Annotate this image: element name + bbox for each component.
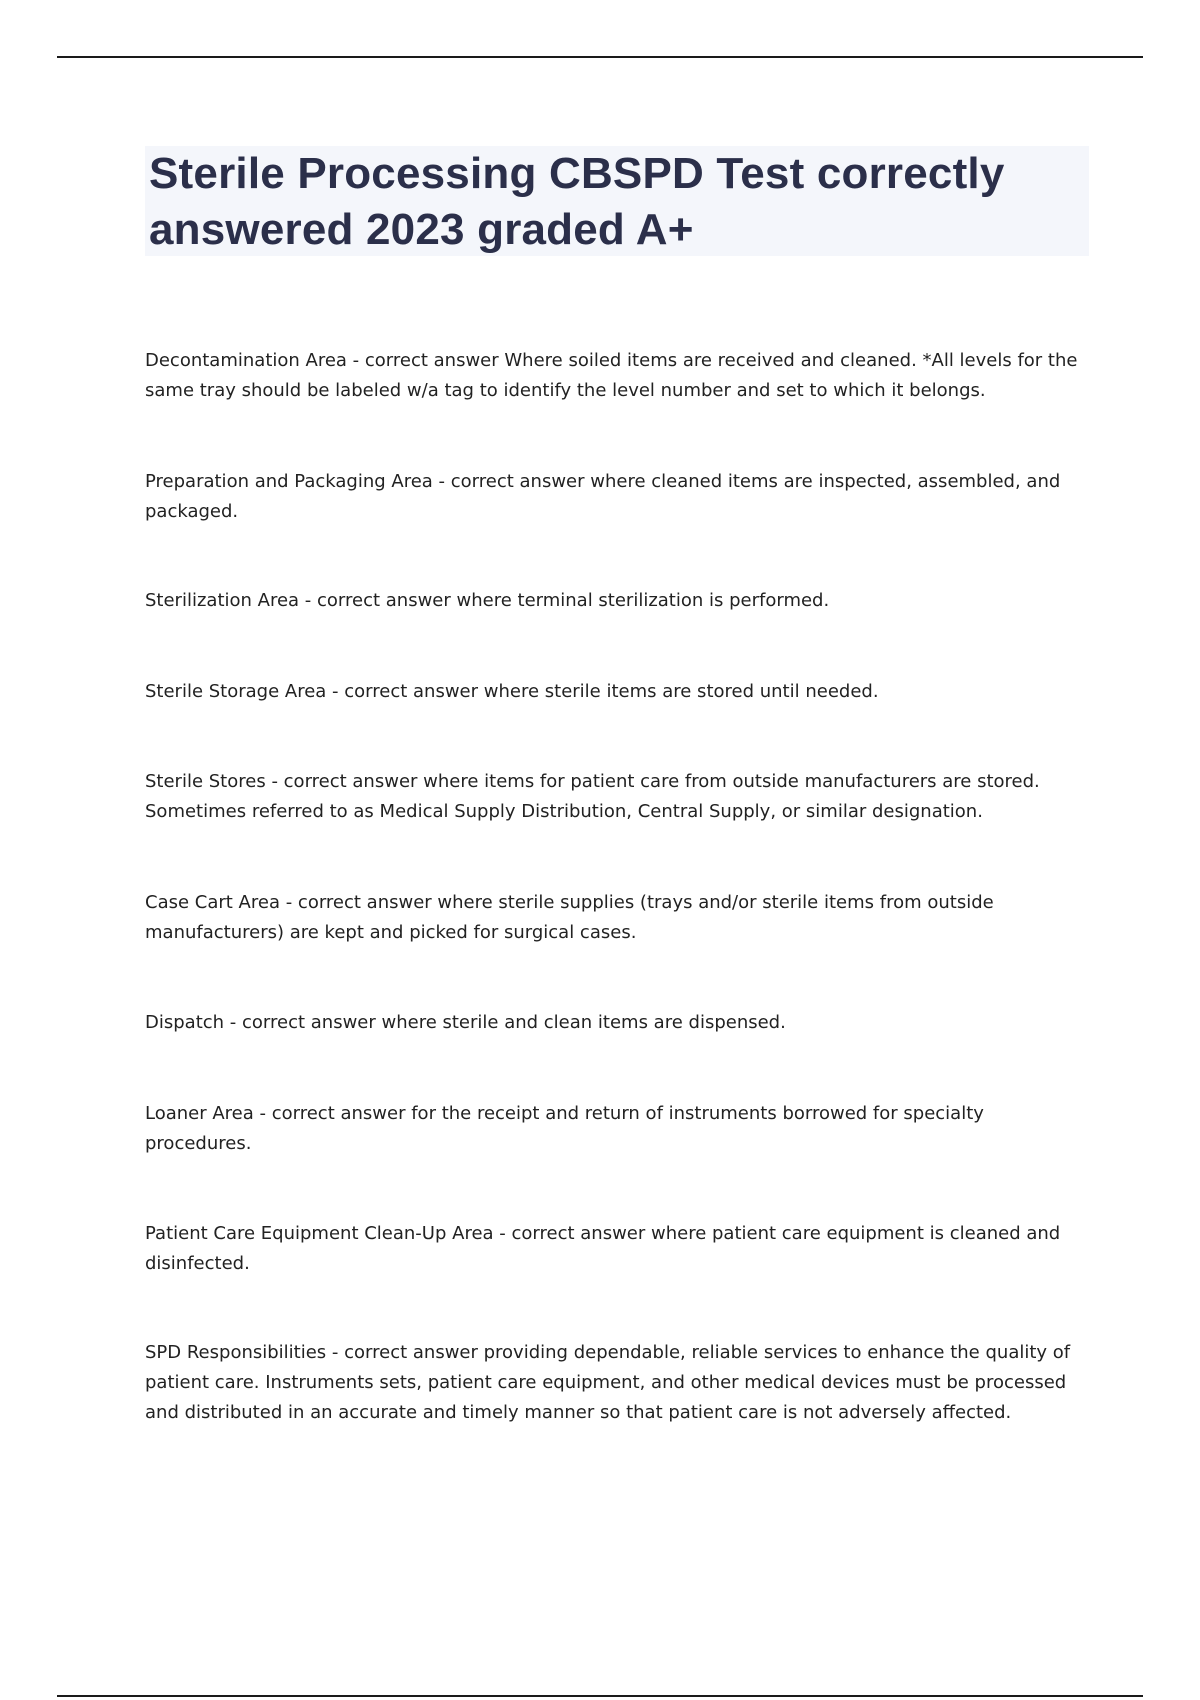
qa-separator: - correct answer: [346, 350, 505, 371]
qa-term: Sterile Storage Area: [145, 681, 327, 702]
qa-separator: - correct answer: [493, 1223, 651, 1244]
qa-entry-loaner-area: [145, 1099, 1090, 1159]
title-box: [145, 146, 1089, 256]
qa-answer: providing dependable, reliable services to enhance the quality of patient care. Instruments sets, patient care equipment, and other medical devices must be processed and distributed in an accurate and timely manner so that patient care is not adversely affected.: [145, 1342, 1071, 1423]
qa-answer: Where soiled items are received and cleaned. *All levels for the same tray should be labeled w/a tag to identify the level number and set to which it belongs.: [145, 350, 1078, 401]
qa-separator: - correct answer: [224, 1012, 382, 1033]
qa-term: Dispatch: [145, 1012, 225, 1033]
qa-answer: where terminal sterilization is performed.: [456, 590, 830, 611]
qa-entry-sterile-stores: [145, 767, 1090, 827]
qa-separator: - correct answer: [299, 590, 457, 611]
qa-term: Sterile Stores: [145, 771, 266, 792]
qa-answer: where patient care equipment is cleaned and disinfected.: [145, 1223, 1061, 1274]
qa-term: Decontamination Area: [145, 350, 347, 371]
qa-term: Sterilization Area: [145, 590, 300, 611]
qa-answer: where sterile supplies (trays and/or sterile items from outside manufacturers) are kept and picked for surgical cases.: [145, 892, 994, 943]
qa-answer: where sterile and clean items are dispensed.: [381, 1012, 786, 1033]
qa-term: Patient Care Equipment Clean-Up Area: [145, 1223, 494, 1244]
qa-separator: - correct answer: [265, 771, 424, 792]
qa-separator: - correct answer: [432, 471, 591, 492]
qa-term: Loaner Area: [145, 1103, 254, 1124]
bottom-rule: [57, 1695, 1143, 1697]
qa-entry-spd-responsibilities: [145, 1338, 1090, 1428]
qa-entry-sterile-storage-area: [145, 677, 1090, 707]
qa-separator: - correct answer: [279, 892, 438, 913]
qa-entry-dispatch: [145, 1008, 1090, 1038]
qa-separator: - correct answer: [326, 681, 484, 702]
qa-entry-case-cart-area: [145, 888, 1090, 948]
qa-entry-preparation-packaging-area: [145, 467, 1090, 527]
qa-answer: for the receipt and return of instruments borrowed for specialty procedures.: [145, 1103, 984, 1154]
qa-separator: - correct answer: [253, 1103, 412, 1124]
document-title: Sterile Processing CBSPD Test correctly answered 2023 graded A+: [149, 149, 1005, 254]
qa-entry-sterilization-area: [145, 586, 1090, 616]
qa-entry-decontamination-area: [145, 346, 1090, 406]
qa-answer: where cleaned items are inspected, assembled, and packaged.: [145, 471, 1061, 522]
qa-term: Case Cart Area: [145, 892, 280, 913]
top-rule: [57, 56, 1143, 58]
qa-term: Preparation and Packaging Area: [145, 471, 433, 492]
qa-separator: - correct answer: [326, 1342, 484, 1363]
qa-entry-patient-care-equipment-cleanup: [145, 1219, 1090, 1279]
qa-term: SPD Responsibilities: [145, 1342, 327, 1363]
qa-answer: where items for patient care from outside manufacturers are stored. Sometimes referred to as Medical Supply Distribution, Central Supply, or similar designation.: [145, 771, 1040, 822]
qa-answer: where sterile items are stored until needed.: [483, 681, 879, 702]
